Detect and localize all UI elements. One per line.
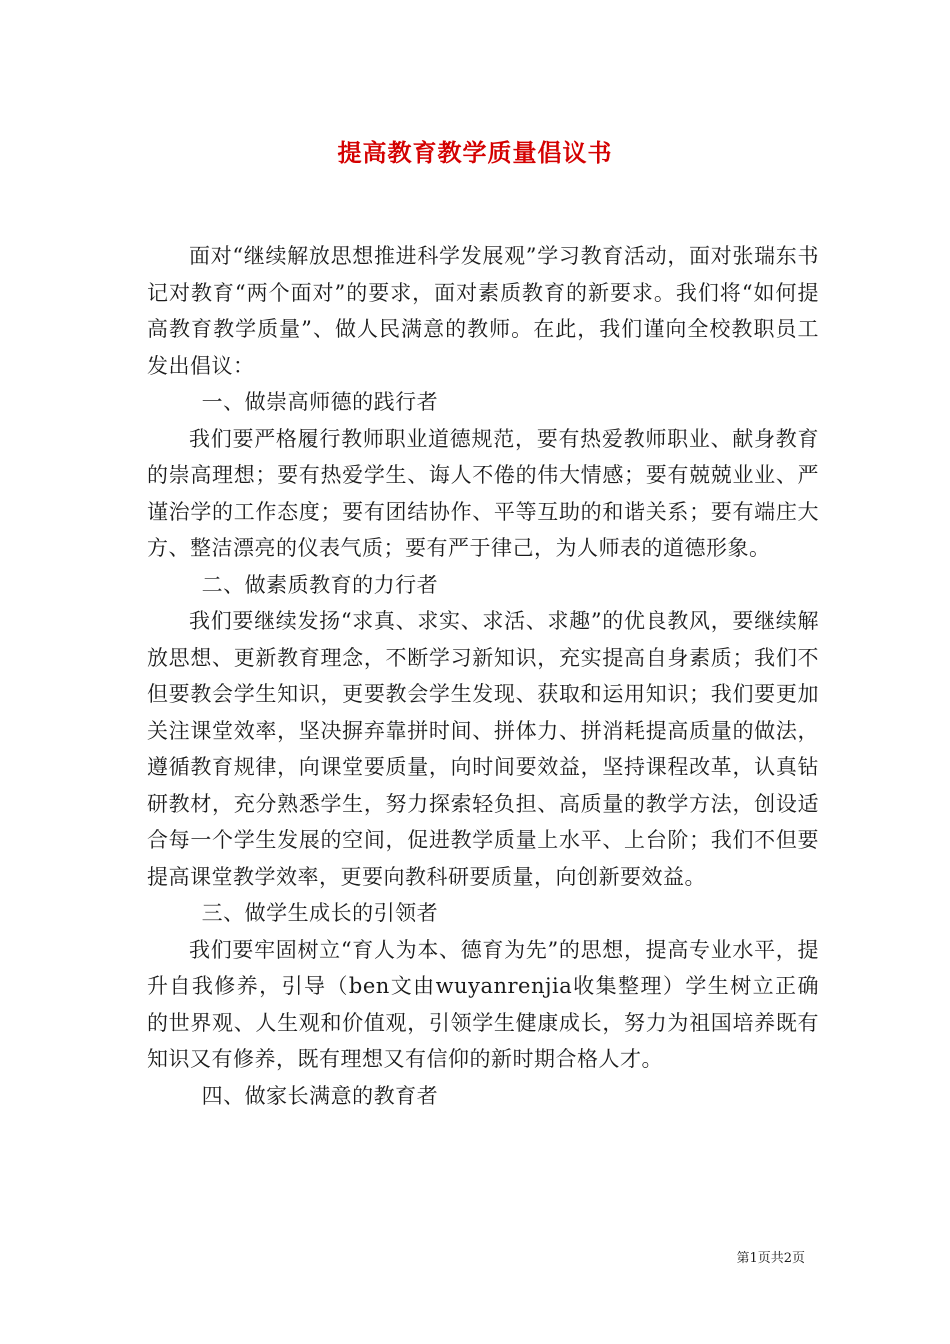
section-heading-4: 四、做家长满意的教育者 bbox=[201, 1083, 439, 1108]
section-body-3: 我们要牢固树立“育人为本、德育为先”的思想，提高专业水平，提升自我修养，引导（ben文由wuyanrenjia收集整理）学生树立正确的世界观、人生观和价值观，引领学生健康成长，努力为祖国培养既有知识又有修养，既有理想又有信仰的新时期合格人才。 bbox=[147, 937, 819, 1071]
intro-paragraph: 面对“继续解放思想推进科学发展观”学习教育活动，面对张瑞东书记对教育“两个面对”的要求，面对素质教育的新要求。我们将“如何提高教育教学质量”、做人民满意的教师。在此，我们谨向全校教职员工发出倡议： bbox=[147, 244, 819, 378]
section-heading-3: 三、做学生成长的引领者 bbox=[201, 901, 439, 925]
document-body bbox=[147, 238, 819, 1114]
page-number: 第1页共2页 bbox=[736, 1251, 805, 1266]
document-title: 提高教育教学质量倡议书 bbox=[337, 138, 613, 167]
section-heading-2: 二、做素质教育的力行者 bbox=[201, 572, 439, 597]
section-body-2: 我们要继续发扬“求真、求实、求活、求趣”的优良教风，要继续解放思想、更新教育理念，不断学习新知识，充实提高自身素质；我们不但要教会学生知识，更要教会学生发现、获取和运用知识；我们要更加关注课堂效率，坚决摒弃靠拼时间、拼体力、拼消耗提高质量的做法，遵循教育规律，向课堂要质量，向时间要效益，坚持课程改革，认真钻研教材，充分熟悉学生，努力探索轻负担、高质量的教学方法，创设适合每一个学生发展的空间，促进教学质量上水平、上台阶；我们不但要提高课堂教学效率，更要向教科研要质量，向创新要效益。 bbox=[147, 609, 819, 889]
section-heading-1: 一、做崇高师德的践行者 bbox=[201, 390, 439, 414]
section-body-1: 我们要严格履行教师职业道德规范，要有热爱教师职业、献身教育的崇高理想；要有热爱学生、诲人不倦的伟大情感；要有兢兢业业、严谨治学的工作态度；要有团结协作、平等互助的和谐关系；要有端庄大方、整洁漂亮的仪表气质；要有严于律己，为人师表的道德形象。 bbox=[147, 426, 819, 560]
